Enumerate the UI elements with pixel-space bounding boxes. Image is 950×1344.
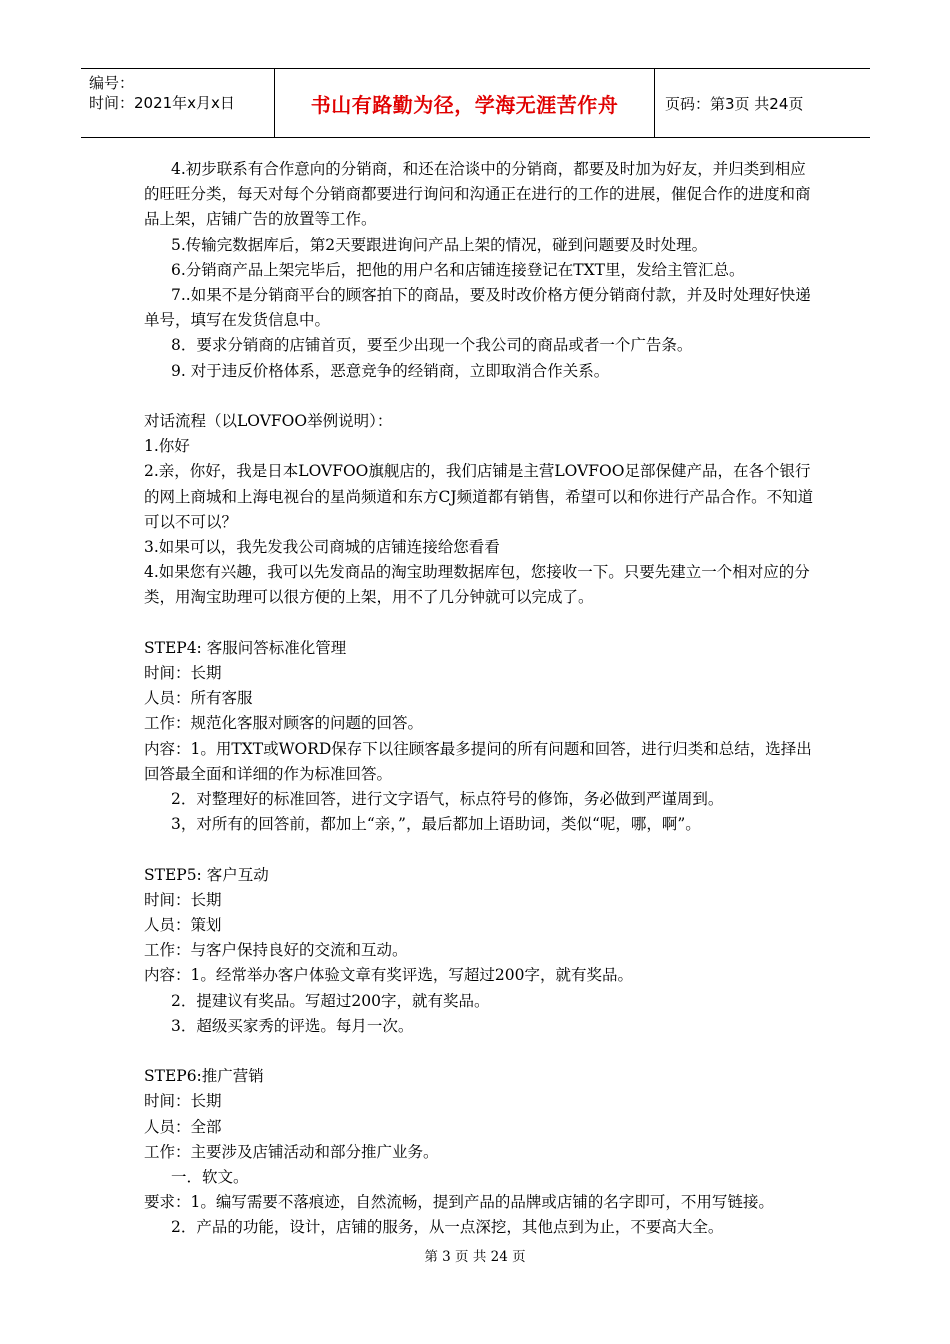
paragraph: 5.传输完数据库后，第2天要跟进询问产品上架的情况，碰到问题要及时处理。 — [171, 235, 708, 254]
header-page-label: 页码：第3页 共24页 — [665, 94, 804, 113]
step6-time: 时间：长期 — [144, 1092, 222, 1111]
paragraph: 6.分销商产品上架完毕后，把他的用户名和店铺连接登记在TXT里，发给主管汇总。 — [171, 260, 745, 279]
step6-title: STEP6:推广营销 — [144, 1067, 264, 1086]
dialogue-title: 对话流程（以LOVFOO举例说明）： — [144, 412, 393, 431]
step5-title: STEP5: 客户互动 — [144, 865, 269, 884]
step5-work: 工作：与客户保持良好的交流和互动。 — [144, 941, 408, 960]
step4-content: 2．对整理好的标准回答，进行文字语气，标点符号的修饰，务必做到严谨周到。 — [171, 790, 724, 809]
paragraph: 9. 对于违反价格体系，恶意竞争的经销商，立即取消合作关系。 — [171, 361, 610, 380]
spacer — [144, 1039, 814, 1064]
step6-work: 工作：主要涉及店铺活动和部分推广业务。 — [144, 1142, 439, 1161]
dialogue-line: 4.如果您有兴趣，我可以先发商品的淘宝助理数据库包，您接收一下。只要先建立一个相对应的分类，用淘宝助理可以很方便的上架，用不了几分钟就可以完成了。 — [144, 563, 810, 607]
step4-work: 工作：规范化客服对顾客的问题的回答。 — [144, 714, 424, 733]
paragraph: 8．要求分销商的店铺首页，要至少出现一个我公司的商品或者一个广告条。 — [171, 336, 693, 355]
step6-requirement: 2．产品的功能，设计，店铺的服务，从一点深挖，其他点到为止，不要高大全。 — [171, 1218, 724, 1237]
step6-staff: 人员：全部 — [144, 1117, 222, 1136]
dialogue-line: 2.亲，你好，我是日本LOVFOO旗舰店的，我们店铺是主营LOVFOO足部保健产品，在各个银行的网上商城和上海电视台的星尚频道和东方CJ频道都有销售，希望可以和你进行产品合作。不知道可以不可以？ — [144, 462, 814, 531]
dialogue-line: 1.你好 — [144, 437, 190, 456]
document-body — [144, 157, 814, 1241]
step4-content: 3，对所有的回答前，都加上“亲，”，最后都加上语助词，类似“呢，哪，啊”。 — [171, 815, 701, 834]
header-left-cell — [81, 69, 274, 137]
number-label: 编号： — [89, 74, 135, 92]
step6-subtitle: 一．软文。 — [171, 1168, 249, 1187]
paragraph: 4.初步联系有合作意向的分销商，和还在洽谈中的分销商，都要及时加为好友，并归类到相应的旺旺分类，每天对每个分销商都要进行询问和沟通正在进行的工作的进展，催促合作的进度和商品上架，店铺广告的放置等工作。 — [144, 160, 811, 229]
step6-requirement: 要求：1。编写需要不落痕迹，自然流畅，提到产品的品牌或店铺的名字即可，不用写链接。 — [144, 1193, 774, 1212]
page-footer: 第 3 页 共 24 页 — [424, 1249, 526, 1265]
step4-time: 时间：长期 — [144, 664, 222, 683]
paragraph: 7..如果不是分销商平台的顾客拍下的商品，要及时改价格方便分销商付款，并及时处理好快递单号，填写在发货信息中。 — [144, 286, 811, 330]
step5-staff: 人员：策划 — [144, 916, 222, 935]
step4-content: 内容：1。用TXT或WORD保存下以往顾客最多提问的所有问题和回答，进行归类和总结，选择出回答最全面和详细的作为标准回答。 — [144, 739, 812, 783]
page-header — [81, 68, 870, 138]
step4-staff: 人员：所有客服 — [144, 689, 253, 708]
spacer — [144, 837, 814, 862]
dialogue-line: 3.如果可以，我先发我公司商城的店铺连接给您看看 — [144, 538, 500, 557]
spacer — [144, 611, 814, 636]
step5-content: 2．提建议有奖品。写超过200字，就有奖品。 — [171, 991, 490, 1010]
time-label: 时间：2021年x月x日 — [89, 94, 235, 112]
header-motto: 书山有路勤为径，学海无涯苦作舟 — [274, 69, 655, 137]
step5-content: 3．超级买家秀的评选。每月一次。 — [171, 1016, 414, 1035]
spacer — [144, 384, 814, 409]
step5-content: 内容：1。经常举办客户体验文章有奖评选，写超过200字，就有奖品。 — [144, 966, 633, 985]
step4-title: STEP4: 客服问答标准化管理 — [144, 638, 347, 657]
step5-time: 时间：长期 — [144, 890, 222, 909]
